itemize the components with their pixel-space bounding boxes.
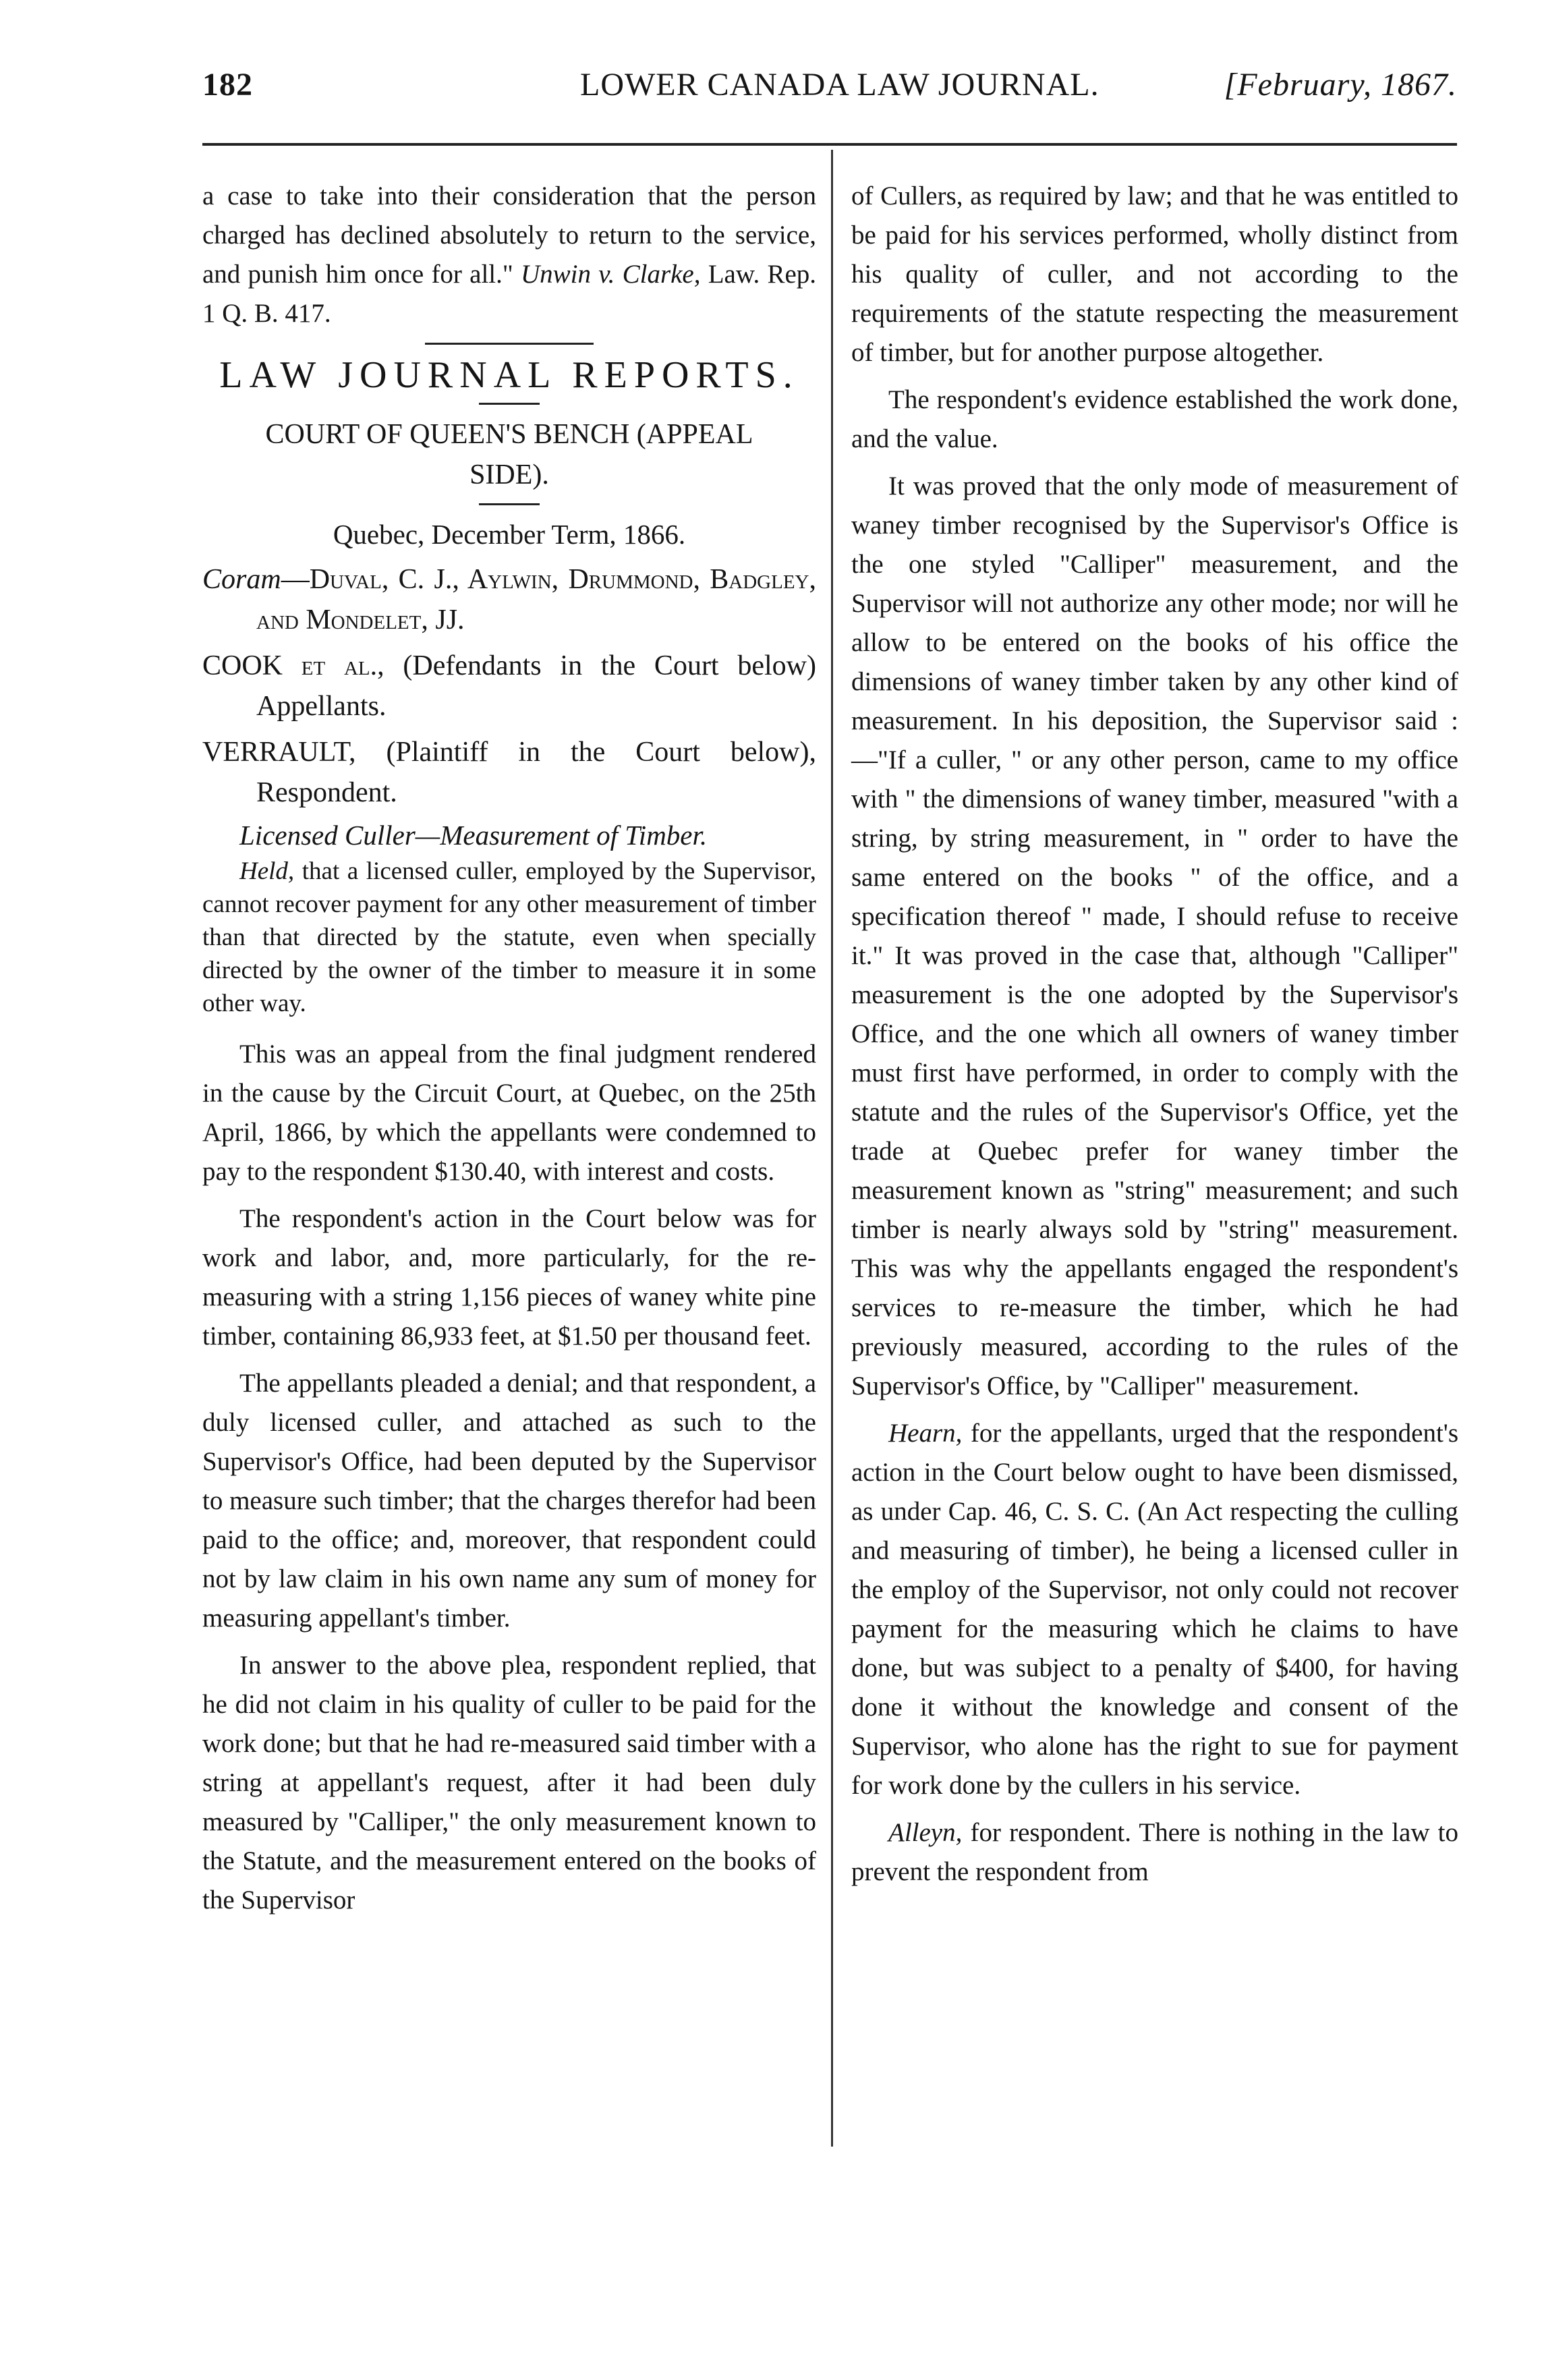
argument-paragraph xyxy=(851,1414,1458,1805)
case-name: Unwin v. Clarke, xyxy=(521,260,701,289)
court-rule xyxy=(479,503,540,505)
appellant-name: COOK xyxy=(202,650,283,681)
coram-label: Coram xyxy=(202,564,281,595)
section-title: LAW JOURNAL REPORTS. xyxy=(219,354,799,396)
section-rule-short xyxy=(479,403,540,405)
coram-judges: —Duval, C. J., Aylwin, Drummond, Badgley, and Mondelet, JJ. xyxy=(256,564,816,635)
argument-text: for the appellants, urged that the respondent's action in the Court below ought to have been dismissed, as under Cap. 46, C. S. C. (An Act respecting the culling and measuring of timber), he being a licensed culler in the employ of the Supervisor, not only could not recover payment for the measuring which he claims to have done, but was subject to a penalty of $400, for having done it without the knowledge and consent of the Supervisor, who alone has the right to sue for payment for work done by the cullers in his service. xyxy=(851,1419,1458,1800)
counsel-name: Hearn, xyxy=(888,1419,963,1448)
headnote-subject: Licensed Culler—Measurement of Timber. xyxy=(239,820,708,851)
section-rule xyxy=(425,343,594,345)
body-paragraph: In answer to the above plea, respondent replied, that he did not claim in his quality of culler to be paid for the work done; but that he had re-measured said timber with a string at appellant's request, after it had been duly measured by "Calliper," the only measurement known to the Statute, and the measurement entered on the books of the Supervisor xyxy=(202,1651,816,1915)
held-label: Held, xyxy=(239,857,295,885)
court-heading-line1: COURT OF QUEEN'S BENCH (APPEAL xyxy=(265,419,753,450)
carryover-text: a case to take into their consideration that the person charged has declined absolutely to return to the service, and punish him once for all." xyxy=(202,181,816,289)
body-paragraph: of Cullers, as required by law; and that he was entitled to be paid for his services performed, wholly distinct from his quality of culler, and not according to the requirements of the statute respecting the measurement of timber, but for another purpose altogether. xyxy=(851,181,1458,367)
argument-text: for respondent. There is nothing in the law to prevent the respondent from xyxy=(851,1818,1458,1886)
court-heading-line2: SIDE). xyxy=(469,459,549,490)
header-rule xyxy=(202,143,1457,146)
left-column xyxy=(202,177,816,1920)
appellant-role: , (Defendants in the Court below) Appellants. xyxy=(256,650,816,722)
journal-title: LOWER CANADA LAW JOURNAL. xyxy=(580,67,1100,103)
running-header xyxy=(202,66,1457,120)
appellant-etal: et al. xyxy=(301,650,378,681)
page-number: 182 xyxy=(202,67,253,103)
case-citation: Law. Rep. 1 Q. B. 417. xyxy=(202,260,817,328)
held-text: that a licensed culler, employed by the Supervisor, cannot recover payment for any other measurement of timber than that directed by the statute, even when specially directed by the owner of the timber to measure it in some other way. xyxy=(202,857,816,1017)
body-paragraph: It was proved that the only mode of measurement of waney timber recognised by the Supervisor's Office is the one styled "Calliper" measurement, and the Supervisor will not authorize any other mode; nor will he allow to be entered on the books of his office the dimensions of waney timber taken by any other kind of measurement. In his deposition, the Supervisor said :—"If a culler, " or any other person, came to my office with " the dimensions of waney timber, measured "with a string, by string measurement, in " order to have the same entered on the books " of the office, and a specification thereof " made, I should refuse to receive it." It was proved in the case that, although "Calliper" measurement is the one adopted by the Supervisor's Office, and the one which all owners of waney timber must first have performed, in order to comply with the statute and the rules of the Supervisor's Office, yet the trade at Quebec prefer for waney timber the measurement known as "string" measurement; and such timber is nearly always sold by "string" measurement. This was why the appellants engaged the respondent's services to re-measure the timber, which he had previously measured, according to the rules of the Supervisor's Office, by "Calliper" measurement. xyxy=(851,472,1458,1400)
held-headnote xyxy=(202,855,816,1020)
body-paragraph: The respondent's evidence established the work done, and the value. xyxy=(851,385,1458,453)
term-line: Quebec, December Term, 1866. xyxy=(333,519,686,550)
right-column xyxy=(851,177,1458,1892)
court-heading xyxy=(202,414,816,495)
issue-date: [February, 1867. xyxy=(1224,67,1457,103)
counsel-name: Alleyn, xyxy=(888,1818,963,1847)
carryover-paragraph xyxy=(202,177,816,333)
argument-paragraph xyxy=(851,1813,1458,1892)
respondent-party: VERRAULT, (Plaintiff in the Court below), Respondent. xyxy=(202,737,816,808)
body-paragraph: The appellants pleaded a denial; and that respondent, a duly licensed culler, and attached as such to the Supervisor's Office, had been deputed by the Supervisor to measure such timber; that the charges therefor had been paid to the office; and, moreover, that respondent could not by law claim in his own name any sum of money for measuring appellant's timber. xyxy=(202,1369,817,1633)
column-divider xyxy=(831,150,833,2147)
coram-line xyxy=(202,559,816,640)
body-paragraph: This was an appeal from the final judgment rendered in the cause by the Circuit Court, at Quebec, on the 25th April, 1866, by which the appellants were condemned to pay to the respondent $130.40, with interest and costs. xyxy=(202,1040,816,1186)
body-paragraph: The respondent's action in the Court below was for work and labor, and, more particularly, for the re-measuring with a string 1,156 pieces of waney white pine timber, containing 86,933 feet, at $1.50 per thousand feet. xyxy=(202,1204,816,1351)
appellant-party xyxy=(202,646,816,727)
